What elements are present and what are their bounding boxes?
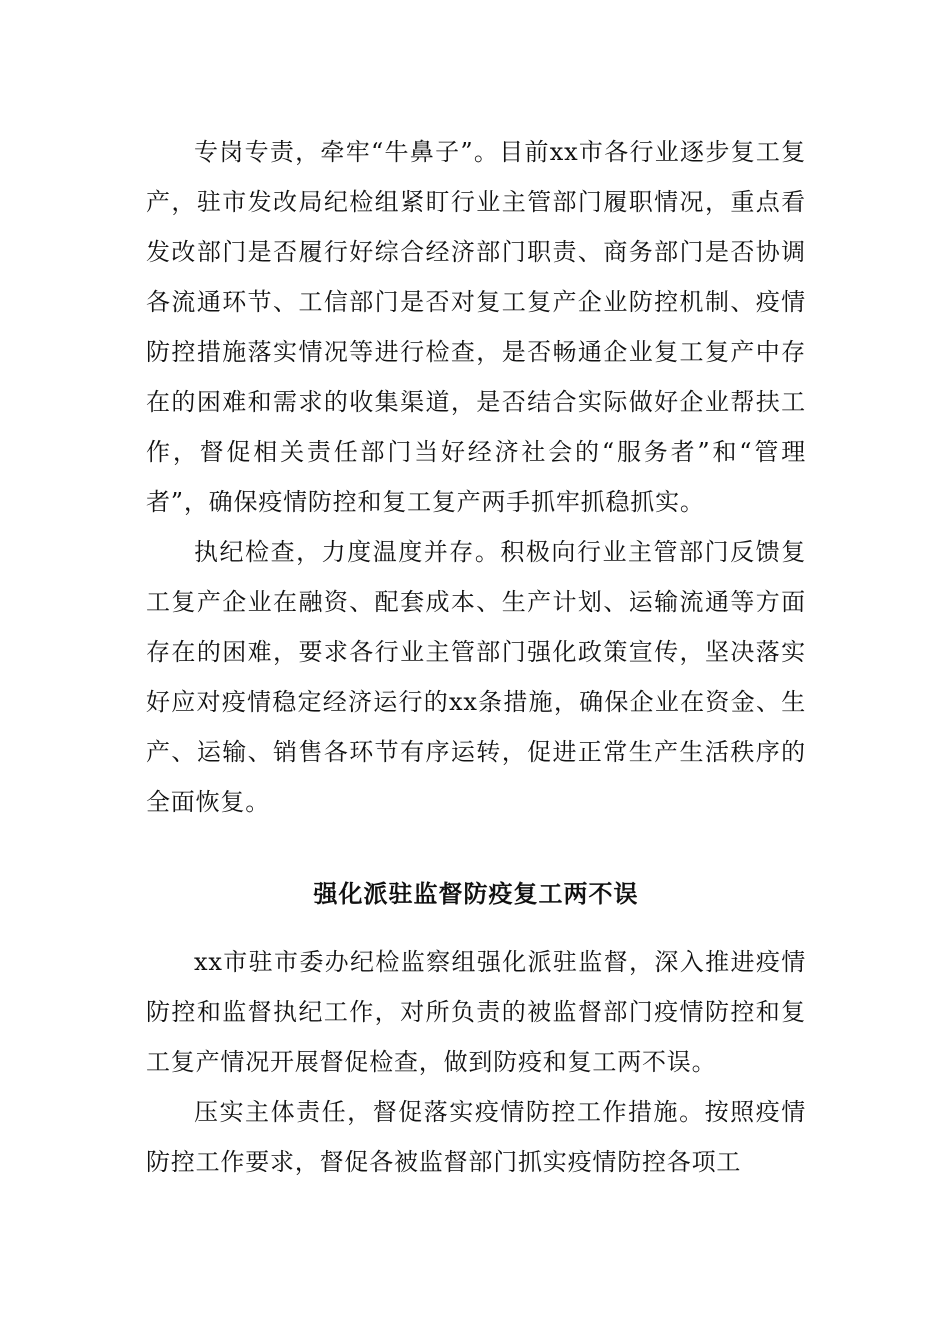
paragraph-main-responsibility: 压实主体责任，督促落实疫情防控工作措施。按照疫情防控工作要求，督促各被监督部门抓实疫情防控各项工: [146, 1098, 806, 1176]
paragraph-responsibility: 专岗专责，牵牢“牛鼻子”。目前xx市各行业逐步复工复产，驻市发改局纪检组紧盯行业主管部门履职情况，重点看发改部门是否履行好综合经济部门职责、商务部门是否协调各流通环节、工信部门是否对复工复产企业防控机制、疫情防控措施落实情况等进行检查，是否畅通企业复工复产中存在的困难和需求的收集渠道，是否结合实际做好企业帮扶工作，督促相关责任部门当好经济社会的“服务者”和“管理者”，确保疫情防控和复工复产两手抓牢抓稳抓实。: [146, 138, 806, 516]
paragraph-inspection: 执纪检查，力度温度并存。积极向行业主管部门反馈复工复产企业在融资、配套成本、生产计划、运输流通等方面存在的困难，要求各行业主管部门强化政策宣传，坚决落实好应对疫情稳定经济运行的xx条措施，确保企业在资金、生产、运输、销售各环节有序运转，促进正常生产生活秩序的全面恢复。: [146, 538, 806, 816]
paragraph-supervision-intro: xx市驻市委办纪检监察组强化派驻监督，深入推进疫情防控和监督执纪工作，对所负责的被监督部门疫情防控和复工复产情况开展督促检查，做到防疫和复工两不误。: [146, 948, 806, 1076]
heading-spacer: [146, 924, 806, 937]
section-heading: 强化派驻监督防疫复工两不误: [313, 879, 639, 908]
document-body: [146, 127, 806, 1187]
